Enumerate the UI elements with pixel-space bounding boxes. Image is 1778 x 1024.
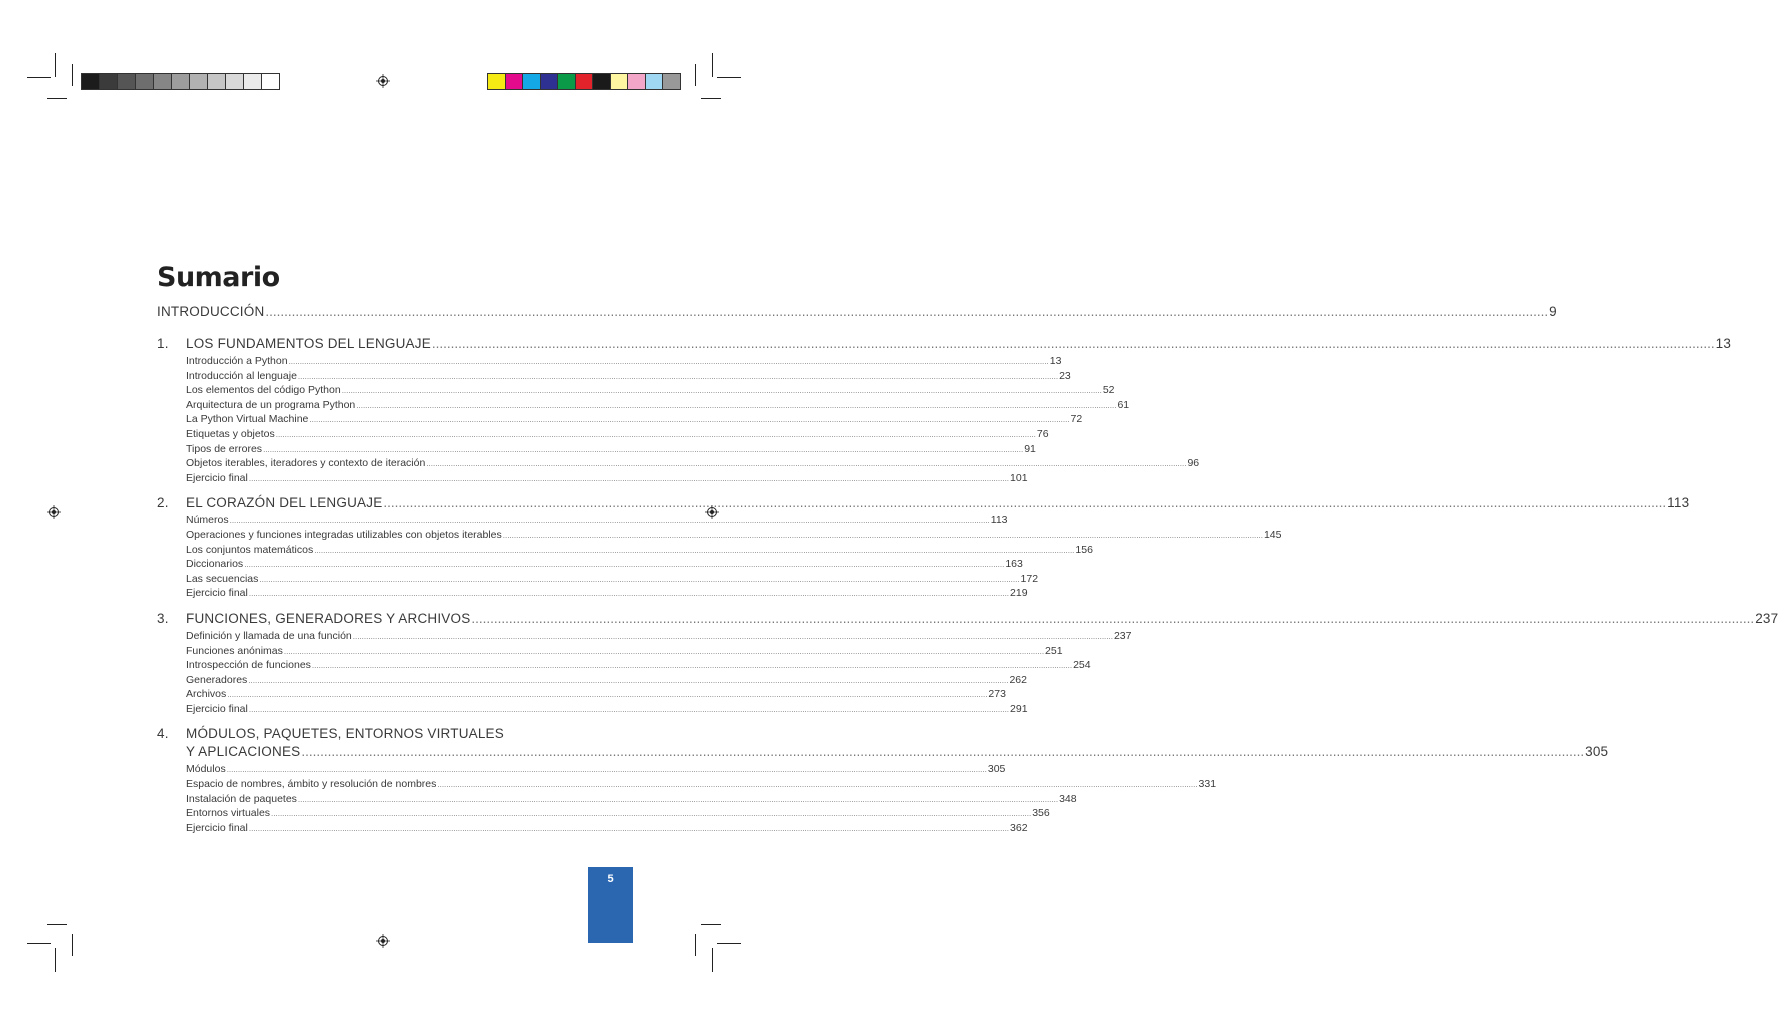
toc-subentry[interactable]: [186, 513, 1008, 529]
dot-leader: [249, 822, 1009, 837]
toc-entry-page: 305: [987, 763, 1006, 776]
crop-mark: [27, 943, 51, 944]
color-swatch: [81, 73, 100, 90]
dot-leader: [284, 645, 1044, 660]
color-swatch: [662, 73, 681, 90]
color-swatch: [610, 73, 629, 90]
toc-entry-title: Etiquetas y objetos: [186, 427, 275, 440]
dot-leader: [432, 336, 1715, 351]
color-swatch: [243, 73, 262, 90]
toc-entry-title: Ejercicio final: [186, 702, 248, 715]
toc-entry-page: 52: [1102, 384, 1115, 397]
crop-mark: [55, 53, 56, 77]
crop-mark: [47, 924, 67, 925]
toc-subentry[interactable]: [186, 629, 1132, 645]
toc-entry-title: Y APLICACIONES: [186, 744, 301, 760]
toc-entry-page: 172: [1020, 572, 1039, 585]
crop-mark: [717, 77, 741, 78]
toc-entry-page: 331: [1198, 778, 1217, 791]
dot-leader: [265, 304, 1548, 319]
dot-leader: [426, 457, 1186, 472]
toc-entry-title: EL CORAZÓN DEL LENGUAJE: [186, 495, 383, 511]
toc-entry-page: 91: [1024, 442, 1036, 455]
dot-leader: [437, 778, 1197, 793]
color-swatch: [505, 73, 524, 90]
dot-leader: [249, 472, 1009, 487]
crop-mark: [72, 934, 73, 956]
toc-entry-title: Ejercicio final: [186, 587, 248, 600]
toc-entry-title: Introducción al lenguaje: [186, 369, 297, 382]
registration-mark-icon: [47, 505, 61, 519]
dot-leader: [312, 659, 1072, 674]
toc-subentry[interactable]: [186, 702, 1028, 718]
chapter-heading[interactable]: [186, 495, 1689, 510]
toc-entry-page: 156: [1075, 543, 1093, 556]
dot-leader: [301, 744, 1584, 759]
toc-entry-page: 356: [1032, 807, 1050, 820]
toc-entry-intro[interactable]: [157, 304, 1557, 322]
toc-subentry[interactable]: [186, 572, 1039, 588]
chapter-heading[interactable]: [186, 336, 1731, 351]
toc-entry-title: FUNCIONES, GENERADORES Y ARCHIVOS: [186, 610, 471, 626]
color-swatch: [645, 73, 664, 90]
toc-entry-title: Introspección de funciones: [186, 659, 311, 672]
chapter-title-line: MÓDULOS, PAQUETES, ENTORNOS VIRTUALES: [186, 726, 504, 742]
dot-leader: [263, 443, 1023, 458]
toc-subentry[interactable]: [186, 412, 1083, 428]
crop-mark: [712, 53, 713, 77]
page-number-tab: [588, 867, 633, 943]
crop-mark: [55, 948, 56, 972]
crop-mark: [72, 64, 73, 86]
toc-entry-page: 101: [1010, 471, 1028, 484]
dot-leader: [289, 355, 1049, 370]
crop-mark: [712, 948, 713, 972]
toc-entry-page: 61: [1117, 398, 1130, 411]
toc-entry-title: Los elementos del código Python: [186, 384, 341, 397]
toc-subentry[interactable]: [186, 354, 1062, 370]
dot-leader: [244, 558, 1004, 573]
toc-entry-title: Tipos de errores: [186, 442, 263, 455]
toc-entry-page: 262: [1009, 673, 1027, 686]
registration-mark-icon: [376, 74, 390, 88]
chapter-section: [157, 610, 1778, 717]
toc-entry-title: Los conjuntos matemáticos: [186, 543, 314, 556]
toc-entry-title: Ejercicio final: [186, 471, 248, 484]
toc-entry-title: Arquitectura de un programa Python: [186, 398, 356, 411]
dot-leader: [276, 428, 1036, 443]
dot-leader: [503, 529, 1263, 544]
toc-subentry[interactable]: [186, 543, 1093, 559]
chapter-section: [157, 495, 1690, 601]
toc-subentry[interactable]: [186, 557, 1023, 573]
dot-leader: [249, 703, 1009, 718]
toc-subentry[interactable]: [186, 369, 1071, 385]
toc-subentry[interactable]: [186, 687, 1006, 703]
toc-subentry[interactable]: [186, 528, 1282, 544]
dot-leader: [383, 495, 1666, 510]
toc-subentry[interactable]: [186, 658, 1091, 674]
toc-entry-title: La Python Virtual Machine: [186, 413, 309, 426]
dot-leader: [298, 793, 1058, 808]
page-title: Sumario: [157, 262, 280, 293]
crop-mark: [717, 943, 741, 944]
chapter-heading[interactable]: [186, 611, 1778, 626]
toc-subentry[interactable]: [186, 821, 1028, 837]
toc-subentry[interactable]: [186, 762, 1006, 778]
dot-leader: [353, 630, 1113, 645]
toc-entry-title: Introducción a Python: [186, 355, 288, 367]
grayscale-calibration-bar: [81, 73, 279, 90]
page-number: 5: [607, 873, 614, 885]
color-swatch: [557, 73, 576, 90]
toc-entry-page: 305: [1585, 744, 1609, 760]
toc-entry-page: 113: [990, 514, 1008, 527]
crop-mark: [701, 98, 721, 99]
crop-mark: [701, 924, 721, 925]
dot-leader: [230, 514, 990, 529]
chapter-section: [157, 336, 1732, 485]
toc-entry-page: 13: [1715, 336, 1732, 351]
color-swatch: [225, 73, 244, 90]
toc-entry-page: 362: [1010, 821, 1028, 834]
toc-entry-title: Entornos virtuales: [186, 807, 271, 820]
toc-entry-title: Ejercicio final: [186, 821, 248, 834]
color-swatch: [540, 73, 559, 90]
chapter-heading[interactable]: [186, 744, 1608, 759]
registration-mark-icon: [376, 934, 390, 948]
toc-entry-page: 76: [1036, 427, 1049, 440]
toc-entry-page: 96: [1187, 457, 1200, 470]
toc-entry-page: 219: [1010, 587, 1028, 600]
color-swatch: [207, 73, 226, 90]
toc-entry-title: Espacio de nombres, ámbito y resolución de nombres: [186, 778, 437, 791]
dot-leader: [248, 674, 1008, 689]
dot-leader: [356, 399, 1116, 414]
chapter-heading-line: [157, 726, 629, 744]
toc-entry-title: Números: [186, 514, 229, 527]
color-swatch: [522, 73, 541, 90]
chapter-section: [157, 726, 1609, 835]
color-swatch: [575, 73, 594, 90]
toc-entry-title: Objetos iterables, iteradores y contexto de iteración: [186, 457, 426, 470]
toc-entry-page: 251: [1045, 644, 1063, 657]
toc-entry-title: Operaciones y funciones integradas utilizables con objetos iterables: [186, 528, 502, 541]
color-swatch: [627, 73, 646, 90]
crop-mark: [695, 64, 696, 86]
color-swatch: [189, 73, 208, 90]
toc-entry-page: 237: [1755, 610, 1778, 626]
toc-entry-page: 72: [1070, 413, 1083, 426]
toc-subentry[interactable]: [186, 427, 1049, 443]
dot-leader: [227, 763, 987, 778]
color-swatch: [99, 73, 118, 90]
color-swatch: [487, 73, 506, 90]
toc-entry-title: Archivos: [186, 688, 227, 701]
color-calibration-bar: [487, 73, 680, 90]
toc-entry-title: LOS FUNDAMENTOS DEL LENGUAJE: [186, 336, 431, 351]
color-swatch: [261, 73, 280, 90]
dot-leader: [298, 370, 1058, 385]
toc-entry-page: 113: [1667, 495, 1690, 511]
toc-entry-title: INTRODUCCIÓN: [157, 304, 265, 319]
toc-entry-page: 163: [1005, 558, 1023, 571]
toc-subentry[interactable]: [186, 456, 1200, 472]
color-swatch: [171, 73, 190, 90]
color-swatch: [592, 73, 611, 90]
toc-subentry[interactable]: [186, 383, 1115, 399]
color-swatch: [135, 73, 154, 90]
toc-entry-title: Módulos: [186, 763, 226, 776]
chapter-number: 3.: [157, 610, 169, 626]
toc-subentry[interactable]: [186, 471, 1028, 487]
toc-entry-page: 237: [1113, 629, 1132, 642]
toc-subentry[interactable]: [186, 777, 1217, 793]
chapter-list: [157, 336, 1778, 835]
color-swatch: [153, 73, 172, 90]
chapter-number: 2.: [157, 495, 169, 511]
chapter-number: 1.: [157, 336, 169, 351]
dot-leader: [271, 807, 1031, 822]
color-swatch: [117, 73, 136, 90]
chapter-number: 4.: [157, 726, 169, 742]
dot-leader: [309, 413, 1069, 428]
toc-entry-page: 348: [1059, 792, 1077, 805]
dot-leader: [342, 384, 1102, 399]
toc-entry-title: Instalación de paquetes: [186, 792, 297, 805]
crop-mark: [27, 77, 51, 78]
toc-entry-page: 254: [1073, 659, 1091, 672]
toc-entry-page: 145: [1263, 528, 1282, 541]
toc-entry-page: 291: [1010, 702, 1028, 715]
toc-entry-page: 23: [1059, 369, 1071, 382]
toc-entry-title: Definición y llamada de una función: [186, 629, 352, 642]
toc-entry-page: 13: [1049, 355, 1062, 367]
toc-subentry[interactable]: [186, 644, 1063, 660]
toc-subentry[interactable]: [186, 398, 1130, 414]
toc-subentry[interactable]: [186, 442, 1036, 458]
toc-entry-title: Diccionarios: [186, 558, 244, 571]
dot-leader: [314, 544, 1074, 559]
dot-leader: [227, 688, 987, 703]
toc-subentry[interactable]: [186, 792, 1077, 808]
toc-entry-title: Funciones anónimas: [186, 644, 283, 657]
crop-mark: [47, 98, 67, 99]
toc-entry-page: 9: [1549, 304, 1557, 319]
dot-leader: [259, 573, 1019, 588]
toc-entry-page: 273: [988, 688, 1006, 701]
toc-subentry[interactable]: [186, 673, 1027, 689]
dot-leader: [471, 611, 1754, 626]
crop-mark: [695, 934, 696, 956]
toc-entry-title: Las secuencias: [186, 572, 259, 585]
toc-subentry[interactable]: [186, 806, 1050, 822]
toc-subentry[interactable]: [186, 586, 1028, 602]
toc-entry-title: Generadores: [186, 673, 248, 686]
dot-leader: [249, 587, 1009, 602]
table-of-contents: [157, 304, 1778, 845]
